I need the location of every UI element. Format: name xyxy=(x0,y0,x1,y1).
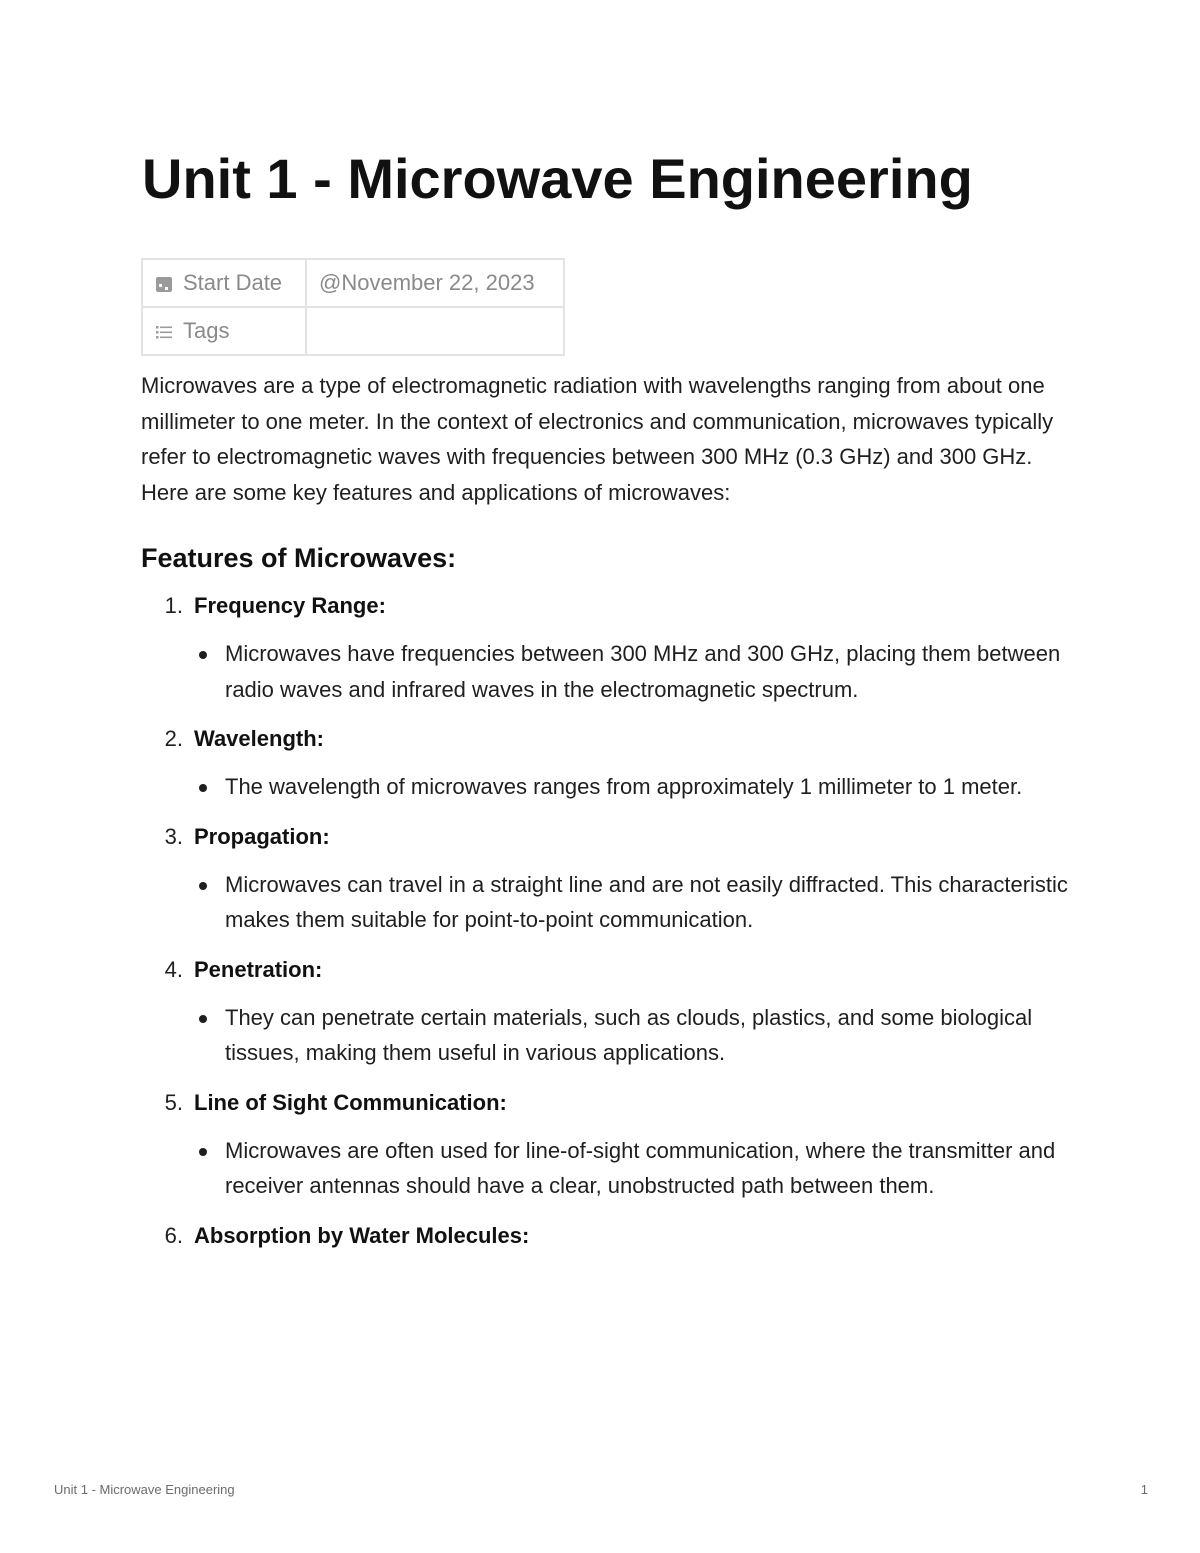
feature-title: Wavelength: xyxy=(194,726,324,751)
feature-item xyxy=(141,721,1071,805)
feature-title: Frequency Range: xyxy=(194,593,386,618)
property-name: Tags xyxy=(183,318,230,343)
feature-item xyxy=(141,952,1071,1071)
feature-number xyxy=(141,952,183,988)
feature-title: Absorption by Water Molecules: xyxy=(194,1222,530,1248)
feature-header xyxy=(141,721,1071,757)
feature-number-text: 1. xyxy=(164,593,183,618)
intro-paragraph: Microwaves are a type of electromagnetic radiation with wavelengths ranging from about one millimeter to one meter. In the context of electronics and communication, microwaves typically refer to electromagnetic waves with frequencies between 300 MHz (0.3 GHz) and 300 GHz. Here are some key features and applications of microwaves: xyxy=(141,373,1054,505)
feature-header xyxy=(141,1218,1071,1254)
section-heading: Features of Microwaves: xyxy=(141,543,457,573)
bullet-text: Microwaves are often used for line-of-sight communication, where the transmitter and receiver antennas should have a clear, unobstructed path between them. xyxy=(225,1137,1056,1198)
feature-bullets xyxy=(141,867,1071,938)
property-key-tags xyxy=(142,307,306,355)
footer-title: Unit 1 - Microwave Engineering xyxy=(54,1482,235,1497)
feature-title: Penetration: xyxy=(194,956,323,982)
property-row-tags xyxy=(142,307,564,355)
features-list xyxy=(141,588,1071,1268)
bullet-item xyxy=(225,867,1071,938)
feature-bullets xyxy=(141,1133,1071,1204)
feature-item xyxy=(141,1085,1071,1204)
bullet-text: They can penetrate certain materials, such as clouds, plastics, and some biological tissues, making them useful in various applications. xyxy=(225,1004,1033,1065)
feature-header xyxy=(141,819,1071,855)
properties-table xyxy=(141,258,565,356)
page-number: 1 xyxy=(1140,1482,1148,1497)
bullet-text: Microwaves have frequencies between 300 MHz and 300 GHz, placing them between radio waves and infrared waves in the electromagnetic spectrum. xyxy=(225,641,1061,702)
bullet-dot-icon xyxy=(199,1015,207,1023)
feature-item xyxy=(141,819,1071,938)
bullet-dot-icon xyxy=(199,1148,207,1156)
bullet-item xyxy=(225,1133,1071,1204)
feature-title: Propagation: xyxy=(194,823,330,849)
property-row-start-date xyxy=(142,259,564,307)
feature-header xyxy=(141,588,1071,624)
feature-number-text: 2. xyxy=(164,726,183,751)
bullet-item xyxy=(225,1000,1071,1071)
feature-bullets xyxy=(141,636,1071,707)
property-key-start-date xyxy=(142,259,306,307)
page-title: Unit 1 - Microwave Engineering xyxy=(142,147,973,210)
feature-item xyxy=(141,1218,1071,1254)
list-icon xyxy=(155,323,173,341)
feature-bullets xyxy=(141,1000,1071,1071)
feature-title: Line of Sight Communication: xyxy=(194,1089,507,1115)
feature-number xyxy=(141,1218,183,1254)
feature-number-text: 3. xyxy=(164,823,183,849)
feature-bullets xyxy=(141,769,1071,805)
calendar-icon xyxy=(155,275,173,293)
property-name: Start Date xyxy=(183,270,283,295)
bullet-item xyxy=(225,636,1071,707)
bullet-dot-icon xyxy=(199,651,207,659)
bullet-text: Microwaves can travel in a straight line and are not easily diffracted. This characteristic makes them suitable for point-to-point communication. xyxy=(225,871,1068,932)
feature-number xyxy=(141,1085,183,1121)
bullet-dot-icon xyxy=(199,882,207,890)
property-value-tags[interactable] xyxy=(306,307,564,355)
bullet-item xyxy=(225,769,1071,805)
feature-number xyxy=(141,721,183,757)
feature-number-text: 6. xyxy=(164,1222,183,1248)
feature-header xyxy=(141,1085,1071,1121)
feature-header xyxy=(141,952,1071,988)
property-value-start-date[interactable]: @November 22, 2023 xyxy=(306,259,564,307)
feature-number xyxy=(141,819,183,855)
feature-number xyxy=(141,588,183,624)
bullet-dot-icon xyxy=(199,784,207,792)
bullet-text: The wavelength of microwaves ranges from approximately 1 millimeter to 1 meter. xyxy=(225,774,1023,799)
feature-item xyxy=(141,588,1071,707)
feature-number-text: 4. xyxy=(164,956,183,982)
feature-number-text: 5. xyxy=(164,1089,183,1115)
